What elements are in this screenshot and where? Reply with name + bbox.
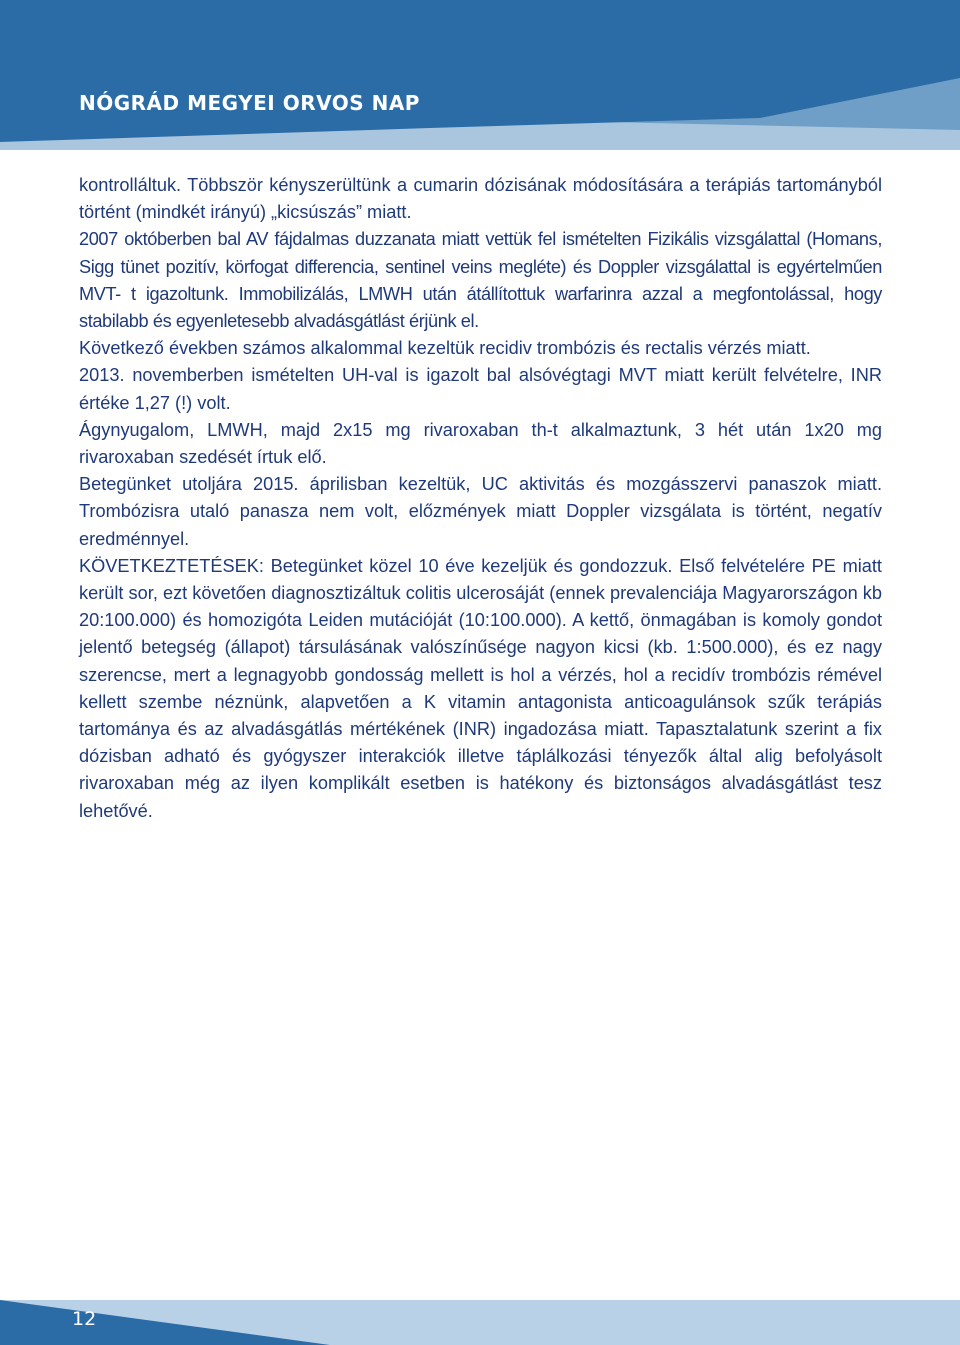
paragraph-5: Ágynyugalom, LMWH, majd 2x15 mg rivaroxaban th-t alkalmaztunk, 3 hét után 1x20 mg rivaroxaban szedését írtuk elő. [79,419,882,468]
header-title: NÓGRÁD MEGYEI ORVOS NAP [79,91,420,115]
paragraph-6: Betegünket utoljára 2015. áprilisban kezeltük, UC aktivitás és mozgásszervi panaszok miatt. Trombózisra utaló panasza nem volt, előzmények miatt Doppler vizsgálata is történt, negatív eredménnyel. [79,474,882,549]
paragraph-1: kontrolláltuk. Többször kényszerültünk a cumarin dózisának módosítására a terápiás tartományból történt (mindkét irányú) „kicsúszás” miatt. [79,175,882,223]
footer-band [0,1300,960,1345]
page-number: 12 [72,1308,97,1330]
paragraph-2: 2007 októberben bal AV fájdalmas duzzanata miatt vettük fel ismételten Fizikális vizsgálattal (Homans, Sigg tünet pozitív, körfogat differencia, sentinel veins megléte) és Doppler vizsgálattal is egyértelműen MVT- t igazoltunk. Immobilizálás, LMWH után átállítottuk warfarinra azzal a megfontolással, hogy stabilabb és egyenletesebb alvadásgátlást érjünk el. [79,229,882,332]
document-body [79,172,882,825]
paragraph-4: 2013. novemberben ismételten UH-val is igazolt bal alsóvégtagi MVT miatt került felvételre, INR értéke 1,27 (!) volt. [79,365,882,413]
header-band [0,0,960,150]
paragraph-7: KÖVETKEZTETÉSEK: Betegünket közel 10 éve kezeljük és gondozzuk. Első felvételére PE miatt került sor, ezt követően diagnosztizáltuk colitis ulcerosáját (ennek prevalenciája Magyarországon kb 20:100.000) és homozigóta Leiden mutációját (10:100.000). A kettő, önmagában is komoly gondot jelentő betegség (állapot) társulásának valószínűsége nagyon kicsi (kb. 1:500.000), és ez nagy szerencse, mert a legnagyobb gondosság mellett is hol a vérzés, hol a recidív trombózis rémével kellett szembe néznünk, alapvetően a K vitamin antagonista anticoagulánsok szűk terápiás tartománya és az alvadásgátlás mértékének (INR) ingadozása miatt. Tapasztalatunk szerint a fix dózisban adható és gyógyszer interakciók illetve táplálkozási tényezők által alig befolyásolt rivaroxaban még az ilyen komplikált esetben is hatékony és biztonságos alvadásgátlást tesz lehetővé. [79,555,882,821]
paragraph-3: Következő években számos alkalommal kezeltük recidiv trombózis és rectalis vérzés miatt. [79,338,811,359]
